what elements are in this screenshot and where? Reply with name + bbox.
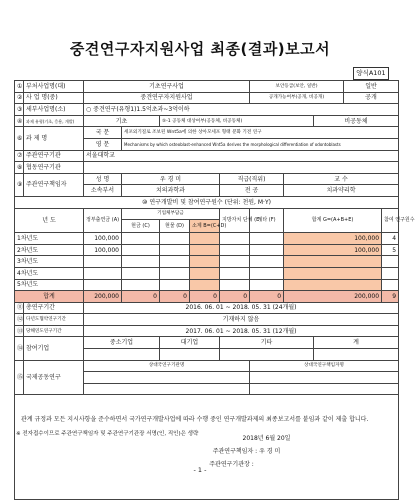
- budget-total-gov: 200,000: [84, 291, 122, 303]
- budget-total-value: [284, 267, 382, 279]
- budget-total-value: 100,000: [284, 244, 382, 256]
- field-value-title-english: Mechanisms by which osteoblast-enhanced Wnt5a derives the morphological differentiation of odontoblasts: [122, 138, 399, 150]
- row-num: ⑨: [15, 173, 24, 196]
- budget-inkind-value: [160, 244, 190, 256]
- field-label-total-period: 총연구기간: [24, 302, 84, 314]
- row-num: ⑫: [15, 314, 24, 326]
- budget-total-inkind: 0: [160, 291, 190, 303]
- budget-subtotal-value: [190, 267, 220, 279]
- budget-local-value: [220, 244, 250, 256]
- budget-gov-value: [84, 256, 122, 268]
- budget-col-cash: 현금 (C): [122, 220, 160, 233]
- field-value-rank: 교 수: [284, 173, 399, 185]
- budget-col-private-group: 기업체부담금: [122, 208, 220, 220]
- budget-gov-value: 100,000: [84, 233, 122, 245]
- budget-total-other: 0: [250, 291, 284, 303]
- budget-total-value: [284, 279, 382, 291]
- field-label-program: 사 업 명(중): [24, 92, 84, 104]
- budget-total-total: 200,000: [284, 291, 382, 303]
- budget-total-staff: 9: [382, 291, 399, 303]
- budget-year-label: 4차년도: [15, 267, 84, 279]
- budget-other-value: [250, 267, 284, 279]
- row-num: ⑥: [15, 127, 24, 150]
- budget-gov-value: 100,000: [84, 244, 122, 256]
- budget-year-label: 5차년도: [15, 279, 84, 291]
- budget-year-label: 1차년도: [15, 233, 84, 245]
- budget-subtotal-value: [190, 256, 220, 268]
- field-value-coop-institution: [84, 162, 399, 174]
- declaration-box: [15, 395, 399, 500]
- footnote: ※ 전자접수이므로 주관연구책임자 및 주관연구기관장 서명(인, 직인)은 생략: [16, 431, 199, 437]
- participants-col-sme: 중소기업: [84, 337, 160, 349]
- declaration-text: 관계 규정과 모든 지시사항을 준수하면서 국가연구개발사업에 따라 수행 중인 연구개발과제의 최종보고서를 붙임과 같이 제출 합니다.: [21, 416, 369, 424]
- row-num: ⑦: [15, 150, 24, 162]
- budget-cash-value: [122, 233, 160, 245]
- budget-inkind-value: [160, 267, 190, 279]
- form-code-label: 양식A101: [353, 67, 389, 80]
- row-num: ④: [15, 115, 24, 127]
- budget-total-cash: 0: [122, 291, 160, 303]
- budget-col-total: 합계 G=(A+B+E): [284, 208, 382, 233]
- budget-section-title: ⑩ 연구개발비 및 참여연구원수 (단위: 천원, M·Y): [15, 196, 399, 208]
- field-label-project-title: 과 제 명: [24, 127, 84, 150]
- budget-cash-value: [122, 267, 160, 279]
- budget-staff-value: 4: [382, 233, 399, 245]
- field-label-rank: 직급(직위): [220, 173, 284, 185]
- row-num: ⑪: [15, 302, 24, 314]
- field-tag-korean: 국 문: [84, 127, 122, 139]
- budget-staff-value: 5: [382, 244, 399, 256]
- participants-col-total: 계: [314, 337, 399, 349]
- row-num: ③: [15, 104, 24, 116]
- pi-signature-line: 주관연구책임자 : 우 경 미: [212, 448, 281, 456]
- declaration-date: 2018년 6월 20일: [242, 435, 291, 443]
- inst-signature-line: 주관연구기관장 :: [209, 461, 254, 469]
- participants-col-large: 대기업: [160, 337, 220, 349]
- field-value-multiyear-period: 기재하지 않음: [84, 314, 399, 326]
- row-num: ②: [15, 92, 24, 104]
- budget-cash-value: [122, 244, 160, 256]
- budget-total-subtotal: 0: [190, 291, 220, 303]
- budget-gov-value: [84, 267, 122, 279]
- row-num: ①: [15, 81, 24, 93]
- budget-other-value: [250, 279, 284, 291]
- field-label-multiyear-period: 다년도협약연구기간: [24, 314, 84, 326]
- field-label-security: 보안등급(보안, 일반): [250, 81, 344, 93]
- budget-local-value: [220, 233, 250, 245]
- budget-col-other: 기타 (F): [250, 208, 284, 233]
- budget-row: [15, 256, 399, 268]
- field-value-project-type: 기초: [84, 115, 160, 127]
- page-title: 중견연구자지원사업 최종(결과)보고서: [69, 40, 331, 58]
- budget-row: [15, 279, 399, 291]
- field-value-ministry-program: 기초연구사업: [84, 81, 250, 93]
- budget-inkind-value: [160, 233, 190, 245]
- budget-col-year: 년 도: [15, 208, 84, 233]
- budget-row: [15, 233, 399, 245]
- field-value-security: 일반: [344, 81, 399, 93]
- intl-value-pi: [250, 372, 399, 384]
- budget-local-value: [220, 267, 250, 279]
- field-value-joint: 비공동체: [314, 115, 399, 127]
- budget-total-local: 0: [220, 291, 250, 303]
- row-num: ⑬: [15, 325, 24, 337]
- budget-local-value: [220, 279, 250, 291]
- field-value-title-korean: 세포외기질로 조보된 Wnt5a에 의한 상아모세포 형태 분화 기전 연구: [122, 127, 399, 139]
- budget-other-value: [250, 256, 284, 268]
- row-num: ⑮: [15, 360, 24, 395]
- budget-year-label: 3차년도: [15, 256, 84, 268]
- budget-cash-value: [122, 256, 160, 268]
- budget-staff-value: [382, 279, 399, 291]
- budget-row: [15, 244, 399, 256]
- budget-row: [15, 267, 399, 279]
- budget-col-subtotal: 소계 B=(C+D): [190, 220, 220, 233]
- field-value-lead-institution: 서울대학교: [84, 150, 399, 162]
- budget-staff-value: [382, 256, 399, 268]
- field-value-program: 중견연구자지원사업: [84, 92, 250, 104]
- field-label-current-period: 당해연도연구기간: [24, 325, 84, 337]
- budget-col-inkind: 현물 (D): [160, 220, 190, 233]
- page-number: - 1 -: [193, 466, 207, 474]
- field-label-major: 전 공: [220, 185, 284, 197]
- field-label-lead-institution: 주관연구기관: [24, 150, 84, 162]
- participants-value-total: [314, 349, 399, 361]
- field-label-subprogram: 세부사업명(소): [24, 104, 84, 116]
- budget-subtotal-value: [190, 233, 220, 245]
- report-form-table: [14, 80, 415, 500]
- field-label-project-type: 과제 유형(기초, 응용, 개발): [24, 115, 84, 127]
- field-label-coop-institution: 협동연구기관: [24, 162, 84, 174]
- field-label-dept: 소속부서: [84, 185, 122, 197]
- intl-value-institution: [84, 372, 250, 384]
- participants-value-other: [220, 349, 314, 361]
- budget-year-label: 2차년도: [15, 244, 84, 256]
- intl-value-pi: [250, 383, 399, 395]
- budget-subtotal-value: [190, 279, 220, 291]
- budget-total-label: 합계: [15, 291, 84, 303]
- participants-col-other: 기타: [220, 337, 314, 349]
- field-label-intl: 국제공동연구: [24, 360, 84, 395]
- participants-value-large: [160, 349, 220, 361]
- budget-subtotal-value: [190, 244, 220, 256]
- intl-col-institution: 상대국연구기관명: [84, 360, 250, 372]
- budget-total-value: 100,000: [284, 233, 382, 245]
- field-label-participants: 참여기업: [24, 337, 84, 360]
- field-value-current-period: 2017. 06. 01 ~ 2018. 05. 31 (12개월): [84, 325, 399, 337]
- budget-other-value: [250, 244, 284, 256]
- budget-gov-value: [84, 279, 122, 291]
- field-value-major: 치과약리학: [284, 185, 399, 197]
- field-value-name: 우 경 미: [122, 173, 220, 185]
- field-value-disclosure: 공개: [344, 92, 399, 104]
- budget-total-row: [15, 291, 399, 303]
- field-tag-english: 영 문: [84, 138, 122, 150]
- intl-col-pi: 상대국연구책임자명: [250, 360, 399, 372]
- intl-value-institution: [84, 383, 250, 395]
- field-value-dept: 치의과학과: [122, 185, 220, 197]
- field-label-disclosure: 공개가능여부(공개, 비공개): [250, 92, 344, 104]
- budget-col-staff: 참여 연구원수: [382, 208, 399, 233]
- budget-total-value: [284, 256, 382, 268]
- budget-inkind-value: [160, 256, 190, 268]
- field-value-total-period: 2016. 06. 01 ~ 2018. 05. 31 (24개월): [84, 302, 399, 314]
- budget-col-gov: 정부출연금 (A): [84, 208, 122, 233]
- row-num: ⑭: [15, 337, 24, 360]
- field-label-pi: 주관연구책임자: [24, 173, 84, 196]
- field-label-ministry-program: 부처사업명(대): [24, 81, 84, 93]
- budget-col-local: 지방자치 단체 (E): [220, 208, 250, 233]
- budget-other-value: [250, 233, 284, 245]
- budget-cash-value: [122, 279, 160, 291]
- budget-local-value: [220, 256, 250, 268]
- participants-value-sme: [84, 349, 160, 361]
- field-value-subprogram: ○ 중견연구(유형1)1.5억초과~3억이하: [84, 104, 399, 116]
- budget-staff-value: [382, 267, 399, 279]
- field-label-joint: ⑤-1 공동체 대상여부(공동체, 비공동체): [160, 115, 314, 127]
- budget-inkind-value: [160, 279, 190, 291]
- row-num: ⑧: [15, 162, 24, 174]
- field-label-name: 성 명: [84, 173, 122, 185]
